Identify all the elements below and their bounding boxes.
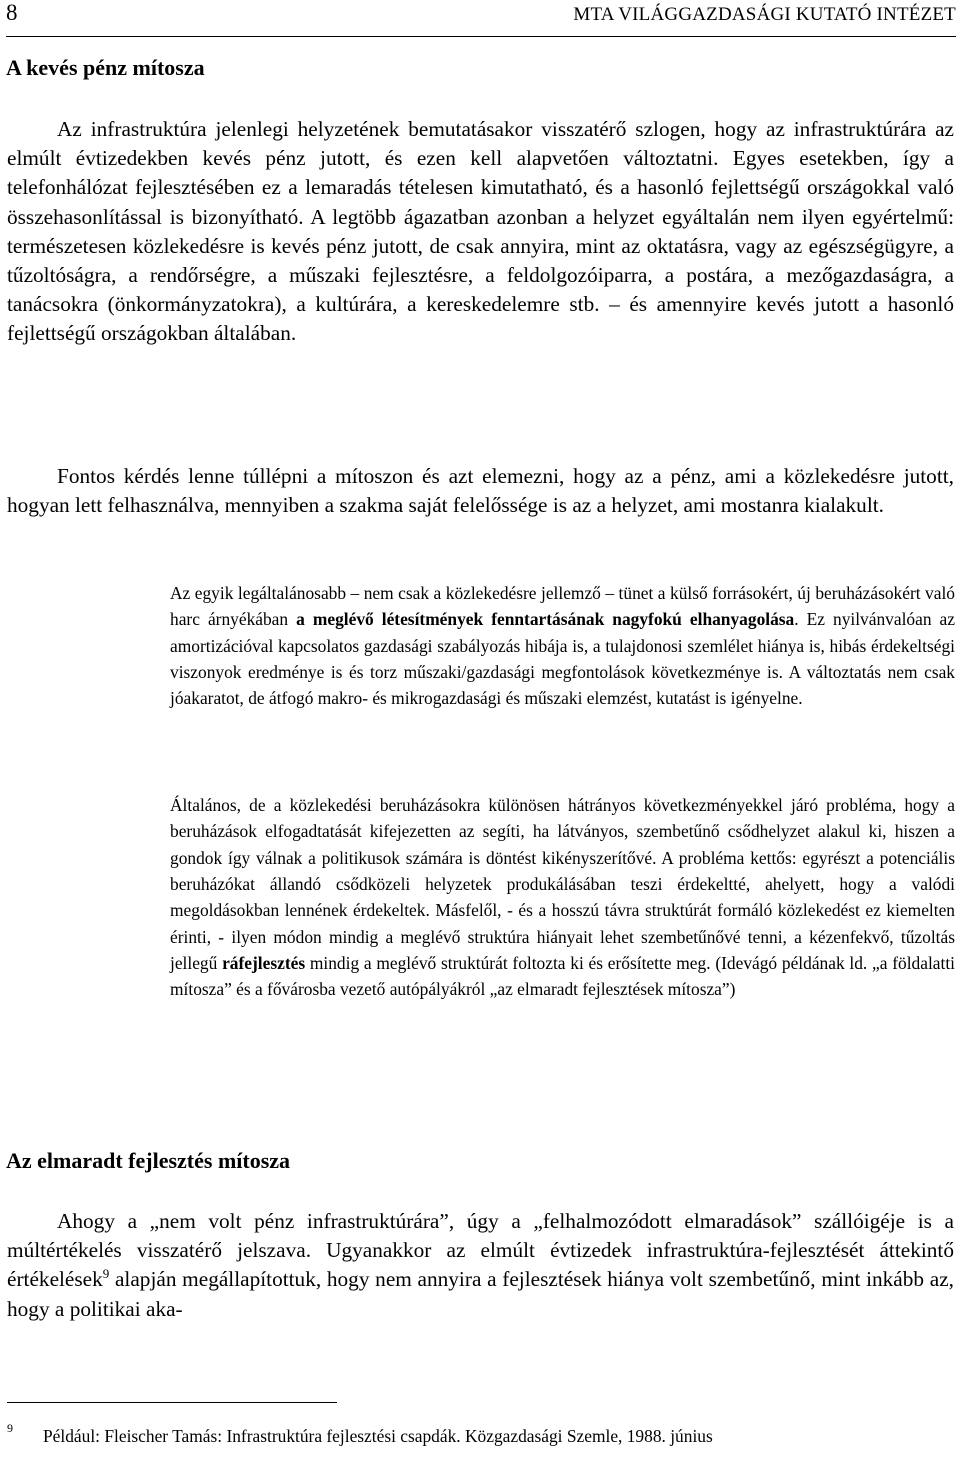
- footnote-reference[interactable]: 9: [102, 1266, 110, 1282]
- footnote-mark: 9: [7, 1421, 13, 1435]
- note-crisis-investment: [170, 792, 955, 1003]
- note-emphasis: a meglévő létesítmények fenntartásának nagyfokú elhanyagolása: [296, 609, 795, 630]
- publisher-name: MTA VILÁGGAZDASÁGI KUTATÓ INTÉZET: [573, 4, 956, 25]
- note-maintenance-neglect: [170, 580, 955, 712]
- paragraph-beyond-myth: Fontos kérdés lenne túllépni a mítoszon és azt elemezni, hogy az a pénz, ami a közlekedésre jutott, hogyan lett felhasználva, mennyiben a szakma saját felelőssége is az a helyzet, ami mostanra kialakult.: [7, 464, 954, 518]
- page-number: 8: [6, 0, 18, 25]
- paragraph-text: Ahogy a „nem volt pénz infrastruktúrára”, úgy a „felhalmozódott elmaradások” szállóigéje is a múltértékelés visszatérő jelszava. Ugyanakkor az elmúlt évtizedek infrastruktúra-fejlesztését áttekintő értékelések: [7, 1209, 954, 1292]
- footnote-text: Például: Fleischer Tamás: Infrastruktúra fejlesztési csapdák. Közgazdasági Szemle, 1988. június: [43, 1426, 713, 1446]
- section-heading-backlog-myth: Az elmaradt fejlesztés mítosza: [6, 1148, 291, 1173]
- footnote-divider: [7, 1402, 337, 1403]
- running-head: [6, 0, 956, 37]
- note-text: Az egyik legáltalánosabb – nem csak a közlekedésre jellemző – tünet a külső forrásokért, új beruházásokért való harc árnyékában: [170, 583, 955, 630]
- paragraph-text: alapján megállapítottuk, hogy nem annyira a fejlesztések hiánya volt szembetűnő, mint inkább az, hogy a politikai aka-: [7, 1267, 954, 1321]
- paragraph-money-myth: Az infrastruktúra jelenlegi helyzetének bemutatásakor visszatérő szlogen, hogy az infrastruktúrára az elmúlt évtizedekben kevés pénz jutott, és ezen kell alapvetően változtatni. Egyes esetekben, így a telefonhálózat fejlesztésében ez a lemaradás tételesen kimutatható, és a hasonló fejlettségű országokkal való összehasonlítással is bizonyítható. A legtöbb ágazatban azonban a helyzet egyáltalán nem ilyen egyértelmű: természetesen közlekedésre is kevés pénz jutott, de csak annyira, mint az oktatásra, vagy az egészségügyre, a tűzoltóságra, a rendőrségre, a műszaki fejlesztésre, a feldolgozóiparra, a postára, a mezőgazdaságra, a tanácsokra (önkormányzatokra), a kultúrára, a kereskedelemre stb. – és amennyire kevés jutott a hasonló fejlettségű országokban általában.: [7, 117, 954, 346]
- note-emphasis: ráfejlesztés: [222, 953, 306, 974]
- note-text: mindig a meglévő struktúrát foltozta ki és erősítette meg. (Idevágó példának ld. „a földalatti mítosza” és a fővárosba vezető autópályákról „az elmaradt fejlesztések mítosza”): [170, 953, 955, 1000]
- note-text: . Ez nyilvánvalóan az amortizációval kapcsolatos gazdasági szabályozás hibája is, a tulajdonosi szemlélet hiánya is, hibás érdekeltségi viszonyok eredménye is és torz műszaki/gazdasági megfontolások következménye is. A változtatás nem csak jóakaratot, de átfogó makro- és mikrogazdasági és műszaki elemzést, kutatást is igényelne.: [170, 609, 955, 709]
- section-heading-money-myth: A kevés pénz mítosza: [6, 55, 205, 80]
- note-text: Általános, de a közlekedési beruházásokra különösen hátrányos következményekkel járó probléma, hogy a beruházások elfogadtatását kifejezetten az segíti, ha látványos, szembetűnő csődhelyzet alakul ki, hiszen a gondok így válnak a politikusok számára is döntést kikényszerítővé. A probléma kettős: egyrészt a potenciális beruházókat állandó csődközeli helyzetek produkálásában teszi érdekeltté, ahelyett, hogy a valódi megoldásokban lennének érdekeltek. Másfelől, - és a hosszú távra struktúrát formáló közlekedést ez kiemelten érinti, - ilyen módon mindig a meglévő struktúra hiányait lehet szembetűnővé tenni, a kézenfekvő, tűzoltás jellegű: [170, 795, 955, 974]
- paragraph-backlog-myth: [7, 1207, 954, 1324]
